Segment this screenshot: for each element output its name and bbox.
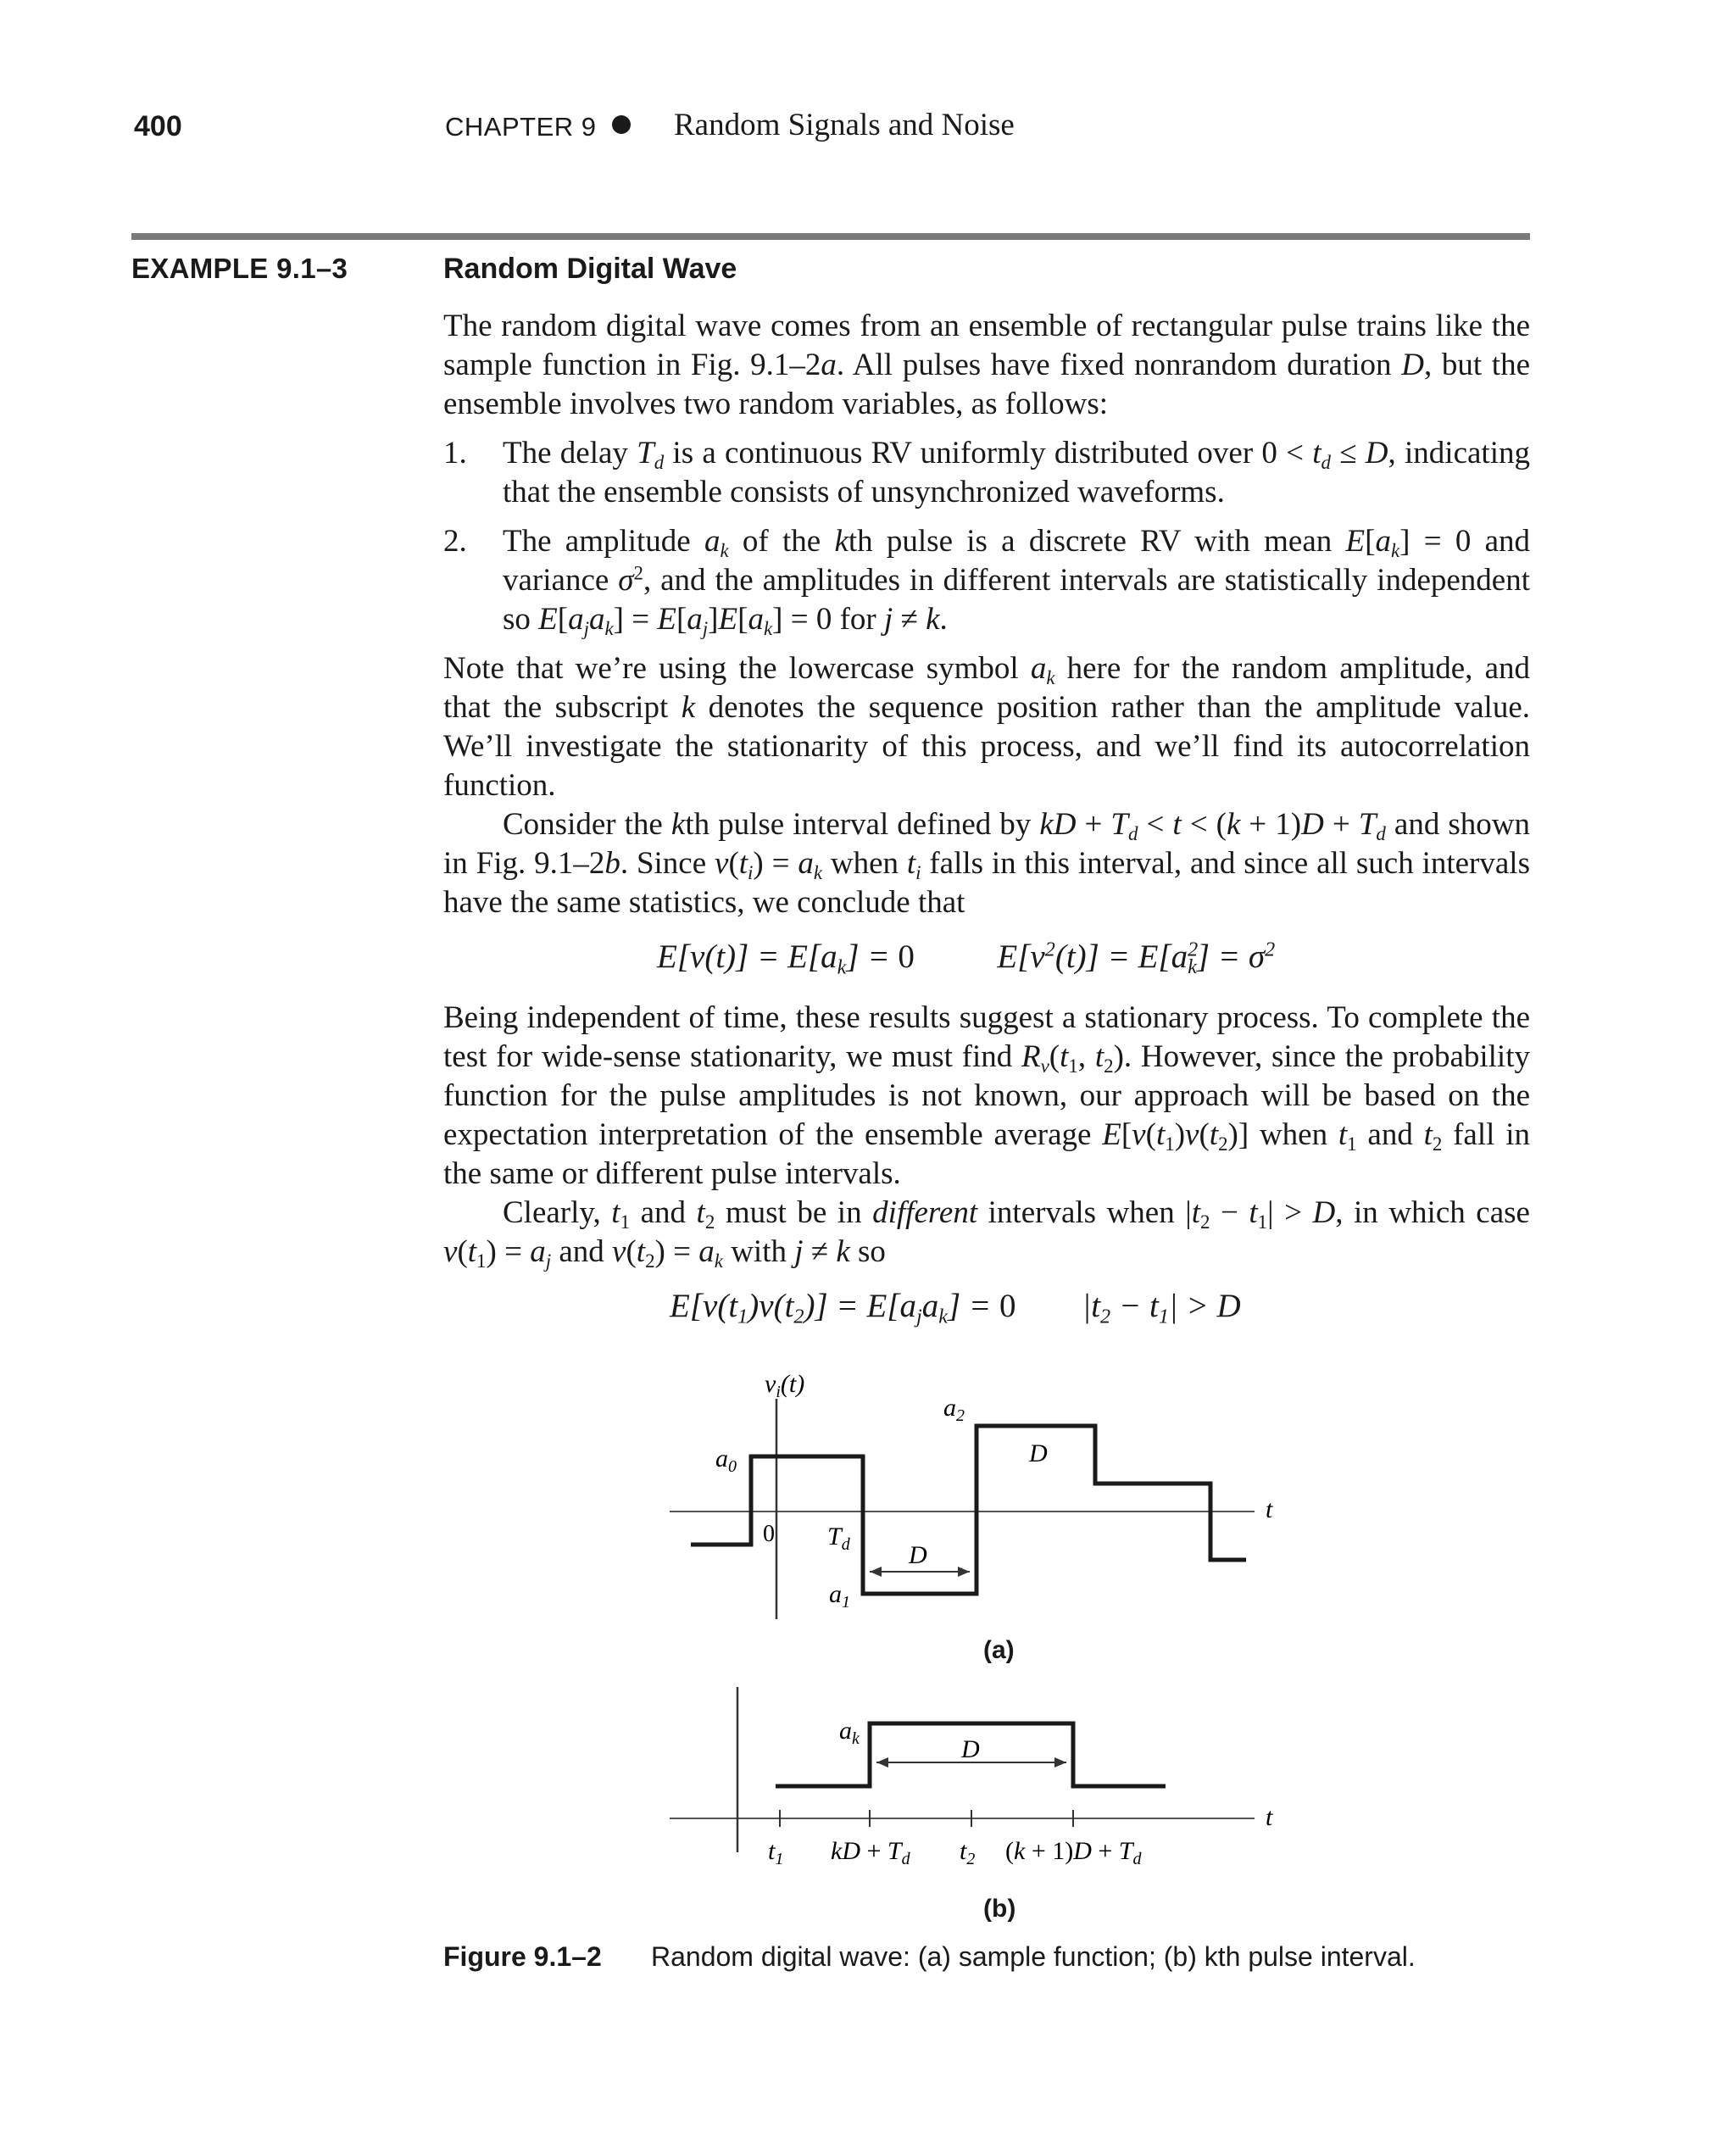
paragraph-stationarity: Being independent of time, these results suggest a stationary process. To complete the test for wide-sense stationarity, we must find $R_v(t_1$, $t_2$). However, since the probability function for the pulse amplitudes is not known, our approach will be based on the expectation interpretation of the ensemble average $E[v(t_1)v(t_2)]$ when $t_1$ and $t_2$ fall in the same or different pulse intervals. Clearly, $t_1$ and $t_2$ must be in different intervals when $|t_2 - t_1| > D$, in which case $v(t_1) = a_j$ and $v(t_2) = a_k$ with j ≠ k so	[443, 1000, 1530, 1272]
label-d-top: D	[1029, 1439, 1048, 1467]
paragraph-intro: The random digital wave comes from an ensemble of rectangular pulse trains like the sample function in Fig. 9.1–2a. All pulses have fixed nonrandom duration D, but the ensemble involves two random variables, as follows:	[443, 309, 1530, 421]
list-item-1: 1. The delay $T_d$ is a continuous RV uniformly distributed over $0 < t_d \le D$, indicating that the ensemble consists of unsynchronized waveforms.	[443, 436, 1530, 509]
x-axis-label: t	[1266, 1495, 1273, 1523]
label-a0: $a_0$	[715, 1445, 737, 1476]
label-td: $T_d$	[827, 1523, 850, 1554]
page-number: 400	[134, 110, 182, 142]
tick-label-t1: $t_1$	[768, 1837, 784, 1868]
panel-b-label: (b)	[983, 1895, 1016, 1923]
running-head-title: Random Signals and Noise	[674, 108, 1015, 142]
label-d: D	[961, 1735, 980, 1763]
label-d-inner: D	[909, 1541, 927, 1569]
figure-panel-b	[670, 1683, 1331, 1886]
section-rule	[131, 233, 1530, 240]
pulse-waveform	[691, 1426, 1246, 1594]
running-head-chapter: CHAPTER 9	[445, 112, 597, 142]
example-title: Random Digital Wave	[443, 253, 737, 285]
bullet-separator	[612, 115, 631, 134]
equation-mean-variance: $E[v(t)] = E[a_k] = 0$ $E[v^2(t)] = E[a^2_k] = \sigma^2$	[657, 938, 1276, 979]
label-ak: $a_k$	[839, 1717, 860, 1748]
y-axis-label: $v_i(t)$	[765, 1370, 805, 1401]
label-a2: $a_2$	[943, 1394, 965, 1425]
tick-label-k1d-td: $(k + 1)D + T_d$	[1005, 1837, 1142, 1868]
figure-panel-a	[670, 1356, 1331, 1679]
x-axis-label: t	[1266, 1803, 1273, 1831]
label-zero: 0	[763, 1521, 775, 1547]
equation-different-intervals: $E[v(t_1)v(t_2)] = E[a_ja_k] = 0$ $|t_2 - t_1| > D$	[670, 1288, 1241, 1328]
panel-a-label: (a)	[983, 1636, 1015, 1664]
label-a1: $a_1$	[829, 1580, 850, 1612]
list-item-2: 2. The amplitude $a_k$ of the kth pulse is a discrete RV with mean $E[a_k] = 0$ and variance $\sigma^2$, and the amplitudes in different intervals are statistically independent so $E[a_ja_k] = E[a_j]E[a_k] = 0$ for j ≠ k.	[443, 524, 1530, 639]
tick-label-t2: $t_2$	[960, 1837, 976, 1868]
tick-label-kd-td: kD + $T_d$	[831, 1837, 910, 1868]
figure-caption-label: Figure 9.1–2	[443, 1941, 602, 1972]
example-label: EXAMPLE 9.1–3	[131, 253, 348, 284]
paragraph-note: Note that we’re using the lowercase symbol $a_k$ here for the random amplitude, and that the subscript k denotes the sequence position rather than the amplitude value. We’ll investigate the stationarity of this process, and we’ll find its autocorrelation function. Consider the kth pulse interval defined by kD + $T_d < t < (k + 1)D + T_d$ and shown in Fig. 9.1–2b. Since $v(t_i) = a_k$ when $t_i$ falls in this interval, and since all such intervals have the same statistics, we conclude that	[443, 651, 1530, 920]
figure-caption-text: Random digital wave: (a) sample function; (b) kth pulse interval.	[651, 1941, 1416, 1972]
